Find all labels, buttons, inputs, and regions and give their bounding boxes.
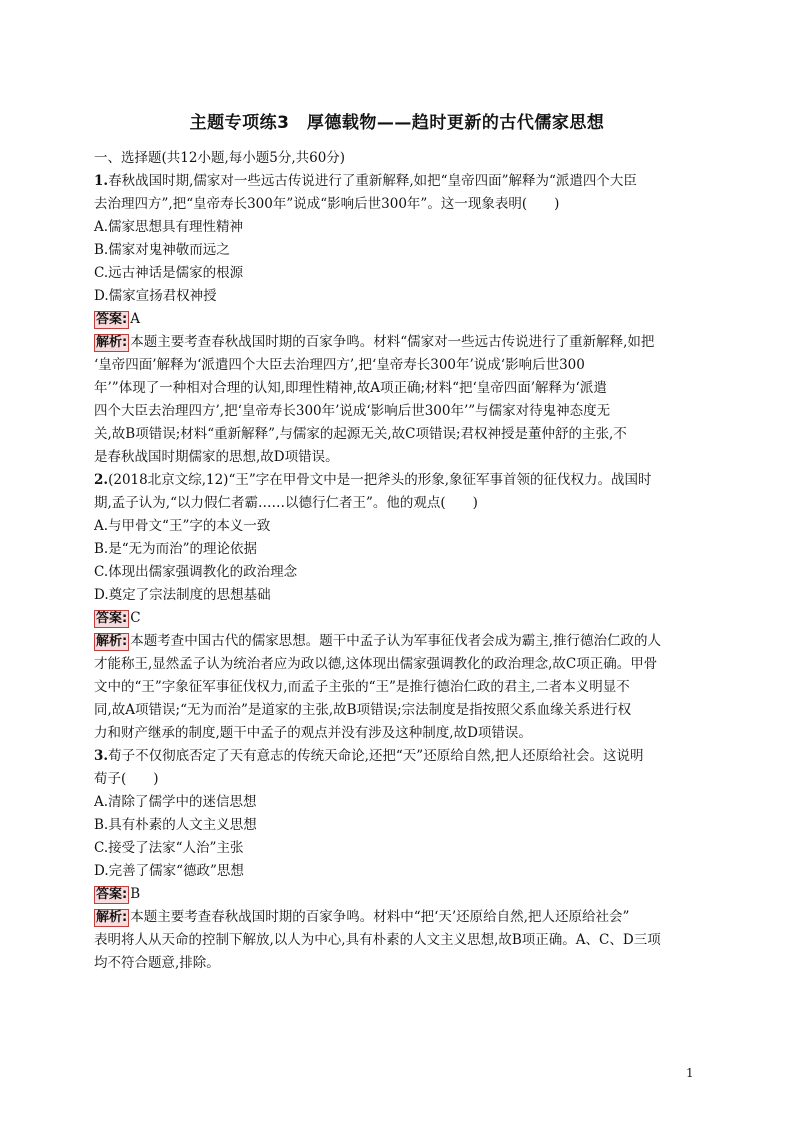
question-stem-line: 去治理四方”,把“皇帝寿长300年”说成“影响后世300年”。这一现象表明( ) bbox=[94, 196, 560, 212]
question-stem-line: 期,孟子认为,“以力假仁者霸……以德行仁者王”。他的观点( ) bbox=[94, 495, 478, 511]
question-number: 2. bbox=[94, 472, 109, 488]
answer-value: B bbox=[130, 886, 141, 902]
analysis-line: 解析: 本题主要考查春秋战国时期的百家争鸣。材料中“把‘天’还原给自然,把人还原给社会” bbox=[96, 909, 630, 925]
option-d: D.完善了儒家“德政”思想 bbox=[94, 863, 244, 879]
option-b: B.儒家对鬼神敬而远之 bbox=[94, 242, 230, 258]
question-stem-line: 1.春秋战国时期,儒家对一些远古传说进行了重新解释,如把“皇帝四面”解释为“派遣四个大臣 bbox=[94, 173, 637, 189]
answer-line bbox=[94, 308, 706, 331]
option-c: C.接受了法家“人治”主张 bbox=[94, 840, 244, 856]
analysis-line: 解析: 本题考查中国古代的儒家思想。题干中孟子认为军事征伐者会成为霸主,推行德治仁政的人 bbox=[96, 633, 661, 649]
analysis-line: 均不符合题意,排除。 bbox=[94, 955, 220, 971]
analysis-line: 关,故B项错误;材料“重新解释”,与儒家的起源无关,故C项错误;君权神授是董仲舒的主张,不 bbox=[94, 426, 627, 442]
question-number: 1. bbox=[94, 173, 109, 189]
answer-tag: 答案: bbox=[96, 611, 128, 626]
question-stem-line: 荀子( ) bbox=[94, 771, 159, 787]
question-3 bbox=[94, 745, 706, 975]
analysis-line: 年’”体现了一种相对合理的认知,即理性精神,故A项正确;材料“把‘皇帝四面’解释为‘派遣 bbox=[94, 380, 607, 396]
option-d: D.儒家宣扬君权神授 bbox=[94, 288, 217, 304]
analysis-line: 力和财产继承的制度,题干中孟子的观点并没有涉及这种制度,故D项错误。 bbox=[94, 725, 532, 741]
page-title: 主题专项练3 厚德载物——趋时更新的古代儒家思想 bbox=[189, 113, 605, 133]
question-1 bbox=[94, 170, 706, 469]
option-b: B.是“无为而治”的理论依据 bbox=[94, 541, 258, 557]
option-c: C.远古神话是儒家的根源 bbox=[94, 265, 244, 281]
answer-value: C bbox=[130, 610, 141, 626]
question-2 bbox=[94, 469, 706, 745]
option-a: A.清除了儒学中的迷信思想 bbox=[94, 794, 257, 810]
section-heading: 一、选择题(共12小题,每小题5分,共60分) bbox=[94, 150, 346, 166]
analysis-line: ‘皇帝四面’解释为‘派遣四个大臣去治理四方’,把‘皇帝寿长300年’说成‘影响后世300 bbox=[94, 357, 585, 373]
answer-line bbox=[94, 883, 706, 906]
analysis-line: 是春秋战国时期儒家的思想,故D项错误。 bbox=[94, 449, 339, 465]
question-stem-line: 3.荀子不仅彻底否定了天有意志的传统天命论,还把“天”还原给自然,把人还原给社会。这说明 bbox=[94, 748, 644, 764]
analysis-line: 四个大臣去治理四方’,把‘皇帝寿长300年’说成‘影响后世300年’”与儒家对待鬼神态度无 bbox=[94, 403, 611, 419]
option-a: A.与甲骨文“王”字的本义一致 bbox=[94, 518, 271, 534]
question-number: 3. bbox=[94, 748, 109, 764]
exercise-content bbox=[94, 147, 706, 975]
page-number: 1 bbox=[686, 1066, 694, 1080]
option-b: B.具有朴素的人文主义思想 bbox=[94, 817, 257, 833]
answer-tag: 答案: bbox=[96, 887, 128, 902]
analysis-line: 同,故A项错误;“无为而治”是道家的主张,故B项错误;宗法制度是指按照父系血缘关系进行权 bbox=[94, 702, 632, 718]
answer-tag: 答案: bbox=[96, 312, 128, 327]
analysis-tag: 解析: bbox=[96, 910, 128, 925]
analysis-line: 表明将人从天命的控制下解放,以人为中心,具有朴素的人文主义思想,故B项正确。A、C、D三项 bbox=[94, 932, 661, 948]
analysis-line: 解析: 本题主要考查春秋战国时期的百家争鸣。材料“儒家对一些远古传说进行了重新解释,如把 bbox=[96, 334, 655, 350]
option-c: C.体现出儒家强调教化的政治理念 bbox=[94, 564, 298, 580]
option-d: D.奠定了宗法制度的思想基础 bbox=[94, 587, 271, 603]
analysis-tag: 解析: bbox=[96, 634, 128, 649]
answer-value: A bbox=[130, 311, 140, 327]
answer-line bbox=[94, 607, 706, 630]
question-stem-line: 2.(2018北京文综,12)“王”字在甲骨文中是一把斧头的形象,象征军事首领的征伐权力。战国时 bbox=[94, 472, 652, 488]
analysis-line: 才能称王,显然孟子认为统治者应为政以德,这体现出儒家强调教化的政治理念,故C项正确。甲骨 bbox=[94, 656, 658, 672]
analysis-tag: 解析: bbox=[96, 335, 128, 350]
option-a: A.儒家思想具有理性精神 bbox=[94, 219, 244, 235]
analysis-line: 文中的“王”字象征军事征伐权力,而孟子主张的“王”是推行德治仁政的君主,二者本义明显不 bbox=[94, 679, 630, 695]
